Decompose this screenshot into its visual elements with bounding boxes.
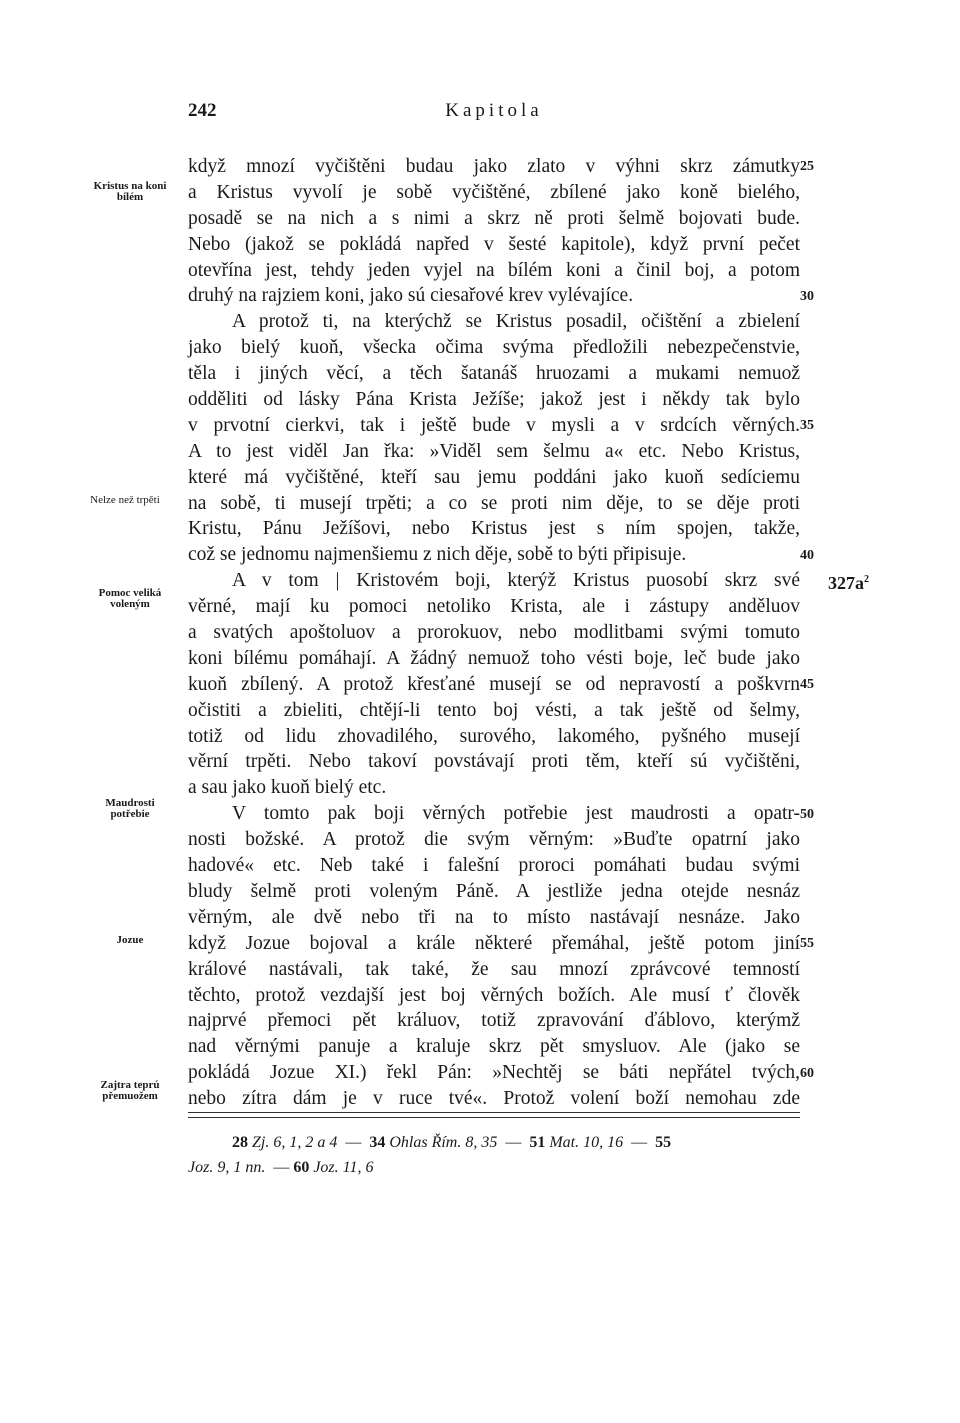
text-line: v prvotní cierkvi, tak i ještě bude v mysli a v srdcích věrných. — [188, 414, 800, 436]
running-head: Kapitola — [445, 100, 543, 121]
footnote-sep: — — [273, 1159, 290, 1176]
margin-note-text: Zajtra teprú — [100, 1079, 160, 1091]
footnote-line — [188, 1155, 800, 1180]
footnote-ref: Zj. 6, 1, 2 a 4 — [252, 1134, 338, 1151]
margin-note — [74, 935, 186, 946]
footnote-num: 51 — [529, 1134, 546, 1151]
line-number: 50 — [800, 806, 814, 822]
text-line: nebo zítra dám je v ruce tvé«. Protož volení boží nemohau zde — [188, 1088, 800, 1110]
text-line: očistiti a zbieliti, chtějí-li tento boj vésti, a tak ještě od šelmy, — [188, 699, 800, 721]
text-line: pokládá Jozue XI.) řekl Pán: »Nechtěj se báti nepřátel tvých, — [188, 1062, 800, 1084]
text-line: což se jednomu najmenšiemu z nich děje, sobě to býti připisuje. — [188, 544, 687, 566]
text-line: těla i jiných věcí, a těch šatanáš hruozami a mukami nemuož — [188, 363, 800, 385]
text-line: hadové« etc. Neb také i falešní proroci pomáhati budau svými — [188, 855, 800, 877]
text-line: a sau jako kuoň bielý etc. — [188, 777, 387, 799]
footnote-ref: Joz. 9, 1 nn. — [188, 1159, 266, 1176]
text-line: A protož ti, na kterýchž se Kristus posadil, očištění a zbielení — [232, 311, 800, 333]
margin-note-text: Maudrosti — [105, 797, 155, 809]
footnote-num: 34 — [369, 1134, 386, 1151]
footnote-sep: — — [631, 1134, 648, 1151]
page-number: 242 — [188, 100, 217, 121]
text-line: A v tom | Kristovém boji, kterýž Kristus puosobí skrz své — [232, 570, 800, 592]
margin-note-text: přemuožem — [102, 1090, 158, 1102]
line-number: 55 — [800, 936, 814, 951]
margin-note-text: Jozue — [116, 934, 144, 946]
margin-note-text: voleným — [110, 598, 150, 610]
text-line: nad věrnými panuje a kraluje skrz pět smysluov. Ale (jako se — [188, 1036, 800, 1058]
margin-note — [74, 181, 186, 203]
margin-note-text: Pomoc veliká — [98, 587, 162, 599]
page-header — [188, 100, 800, 130]
margin-note — [74, 588, 186, 610]
footnote-rule — [188, 1112, 800, 1113]
folio-marker — [828, 573, 869, 594]
footnote-ref: Ohlas Řím. 8, 35 — [389, 1134, 498, 1151]
margin-note-text: potřebie — [110, 808, 150, 820]
text-line: kuoň zbílený. A protož křesťané musejí se od nepravostí a poškvrn — [188, 673, 800, 695]
line-number: 35 — [800, 418, 814, 433]
text-line: totiž od lidu zhovadilého, surového, lakomého, pyšného musejí — [188, 725, 800, 747]
footnote-ref: Joz. 11, 6 — [313, 1159, 374, 1176]
line-number: 60 — [800, 1065, 814, 1081]
margin-note-text: bílém — [116, 191, 144, 203]
text-line: Kristu, Pánu Ježíšovi, nebo Kristus jest s ním spojen, takže, — [188, 518, 800, 540]
footnote-line — [188, 1130, 800, 1155]
text-line: a svatých apoštoluov a prorokuov, nebo modlitbami svými tomuto — [188, 622, 800, 644]
text-line: nosti božské. A protož die svým věrným: »Buďte opatrní jako — [188, 829, 800, 851]
text-line: které má vyčištěné, kteří sau jemu poddáni jako kuoň sedíciemu — [188, 466, 800, 488]
margin-note — [74, 798, 186, 820]
text-line: najprvé přemoci pět králuov, totiž zpravování ďáblovo, kterýmž — [188, 1010, 800, 1032]
footnote-num: 55 — [655, 1134, 672, 1151]
text-line: věrným, ale dvě nebo tři na to místo nastávají nesnáze. Jako — [188, 906, 800, 928]
margin-note-text: Kristus na koni — [93, 180, 167, 192]
line-number: 30 — [800, 288, 814, 304]
text-line: na sobě, ti musejí trpěti; a co se proti nim děje, to se děje proti — [188, 492, 800, 514]
footnotes — [188, 1130, 800, 1180]
main-text — [188, 154, 814, 1112]
footnote-rule — [188, 1117, 800, 1118]
text-line: věrní trpěti. Nebo takoví povstávají proti těm, kteří sú vyčištěni, — [188, 751, 800, 773]
line-number: 25 — [800, 159, 814, 174]
text-line: a Kristus vyvolí je sobě vyčištěné, zbílené jako koně bielého, — [188, 181, 800, 203]
footnote-num: 60 — [293, 1159, 310, 1176]
footnote-sep: — — [345, 1134, 362, 1151]
text-line: věrné, mají ku pomoci netoliko Krista, ale i zástupy anděluov — [188, 596, 800, 618]
text-line: když Jozue bojoval a krále některé přemáhal, ještě potom jiní — [188, 932, 800, 954]
text-line: bludy šelmě proti voleným Páně. A jestliže jedna otejde nesnáz — [188, 880, 800, 902]
margin-note — [74, 1080, 186, 1102]
text-line: jako bielý kuoň, všecka očima svýma předložili nebezpečenstvie, — [188, 337, 800, 359]
text-line: odděliti od lásky Pána Krista Ježíše; jakož jest i někdy tak bylo — [188, 389, 800, 411]
text-line: když mnozí vyčištěni budau jako zlato v výhni skrz zámutky — [188, 156, 800, 177]
line-number: 40 — [800, 547, 814, 563]
footnote-sep: — — [505, 1134, 522, 1151]
line-number: 45 — [800, 677, 814, 692]
text-line: V tomto pak boji věrných potřebie jest maudrosti a opatr- — [232, 803, 800, 825]
text-line: otevřína jest, tehdy jeden vyjel na bílém koni a činil boj, a potom — [188, 259, 800, 281]
footnote-ref: Mat. 10, 16 — [549, 1134, 624, 1151]
text-line: králové nastávali, tak také, že sau mnozí zprávcové temností — [188, 958, 800, 980]
folio-main: 327a — [828, 573, 864, 593]
text-line: posadě se na nich a s nimi a skrz ně proti šelmě bojovati bude. — [188, 207, 800, 229]
text-line: A to jest viděl Jan řka: »Viděl sem šelmu a« etc. Nebo Kristus, — [188, 440, 800, 462]
folio-sup: 2 — [864, 574, 869, 585]
text-line: Nebo (jakož se pokládá napřed v šesté kapitole), když první pečet — [188, 233, 800, 255]
footnote-num: 28 — [232, 1134, 248, 1151]
text-line: druhý na rajziem koni, jako sú ciesařové krev vylévajíce. — [188, 285, 634, 307]
text-line: koni bílému pomáhají. A žádný nemuož toho vésti boje, leč bude jako — [188, 647, 800, 669]
margin-note-text: Nelze než trpěti — [90, 494, 160, 506]
text-line: těchto, protož vezdajší jest boj věrných božích. Ale musí ť člověk — [188, 984, 800, 1006]
margin-note — [62, 495, 188, 506]
